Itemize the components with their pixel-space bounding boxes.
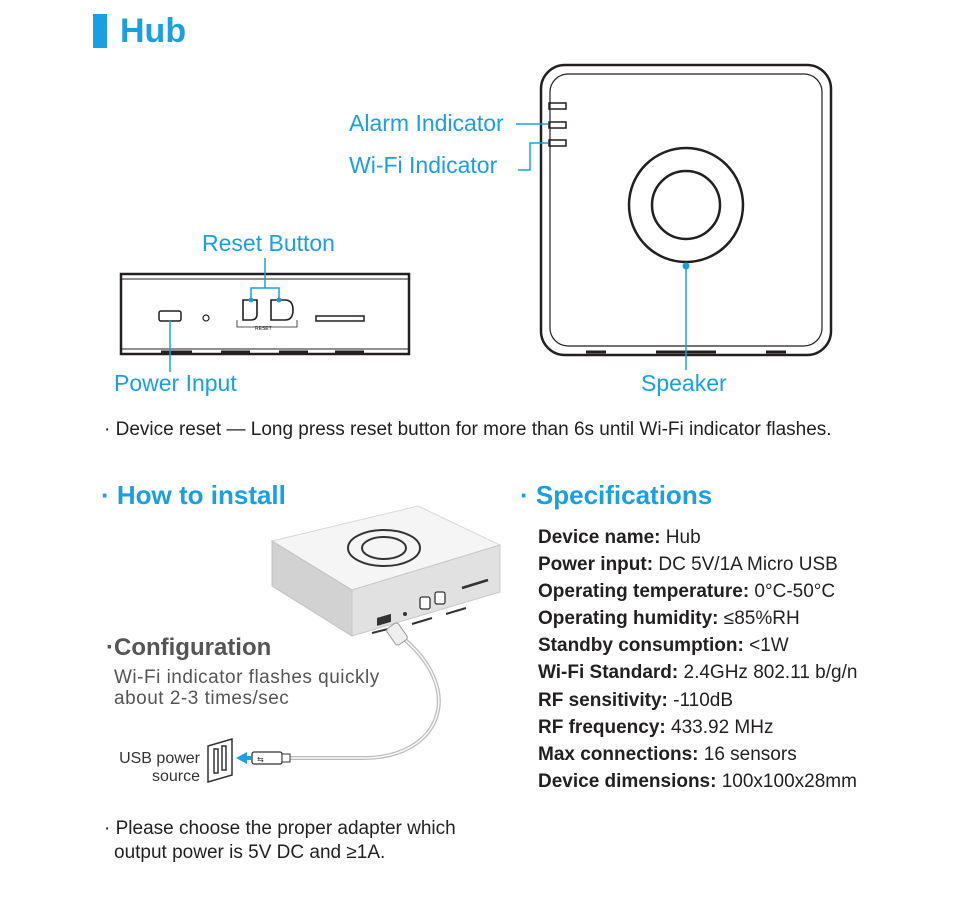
- configuration-title: ·Configuration: [106, 634, 272, 661]
- spec-item: Wi-Fi Standard: 2.4GHz 802.11 b/g/n: [538, 662, 858, 684]
- usb-power-source-label: USB power source: [119, 750, 200, 785]
- configuration-line-1: Wi-Fi indicator flashes quickly: [114, 667, 380, 688]
- wifi-led: [549, 122, 566, 128]
- adapter-note-line-2: output power is 5V DC and ≥1A.: [114, 842, 386, 863]
- spec-item: Max connections: 16 sensors: [538, 743, 797, 765]
- spec-item: Device name: Hub: [538, 527, 701, 548]
- device-reset-note: [104, 418, 904, 442]
- device-reset-text: Device reset — Long press reset button for more than 6s until Wi-Fi indicator flashes.: [115, 419, 832, 440]
- configuration-text: [114, 667, 414, 709]
- specifications-title: · Specifications: [520, 480, 713, 510]
- how-to-install-title: · How to install: [101, 480, 286, 510]
- adapter-note-line-1: Please choose the proper adapter which: [115, 818, 456, 839]
- spec-item: Operating temperature: 0°C-50°C: [538, 581, 836, 603]
- alarm-indicator-label: Alarm Indicator: [349, 110, 504, 136]
- reset-button-label: Reset Button: [202, 230, 335, 256]
- page-title: Hub: [120, 12, 187, 50]
- spec-item: Operating humidity: ≤85%RH: [538, 608, 800, 630]
- speaker-callout-dot: [683, 263, 690, 270]
- specifications-list: [538, 524, 948, 795]
- spec-item: RF frequency: 433.92 MHz: [538, 716, 774, 738]
- micro-usb-port: [159, 311, 181, 321]
- configuration-line-2: about 2-3 times/sec: [114, 688, 290, 709]
- usb-arrow-icon: [236, 752, 251, 764]
- reset-button-right: [271, 300, 293, 320]
- reset-button-left: [243, 300, 257, 320]
- svg-text:⇆: ⇆: [257, 755, 264, 764]
- speaker-label: Speaker: [641, 370, 727, 396]
- bullet: ·: [104, 818, 111, 839]
- spec-item: Standby consumption: <1W: [538, 635, 789, 657]
- power-input-label: Power Input: [114, 370, 237, 396]
- spec-item: RF sensitivity: -110dB: [538, 689, 734, 711]
- reset-port-label: RESET: [255, 326, 272, 332]
- wifi-indicator-label: Wi-Fi Indicator: [349, 152, 498, 178]
- alarm-led: [549, 103, 566, 109]
- bullet: ·: [104, 419, 111, 440]
- hub-install-illustration: [272, 506, 500, 636]
- spec-item: Power input: DC 5V/1A Micro USB: [538, 554, 838, 576]
- adapter-note: [104, 817, 504, 865]
- usb-socket-icon: [208, 739, 232, 782]
- spec-item: Device dimensions: 100x100x28mm: [538, 770, 857, 792]
